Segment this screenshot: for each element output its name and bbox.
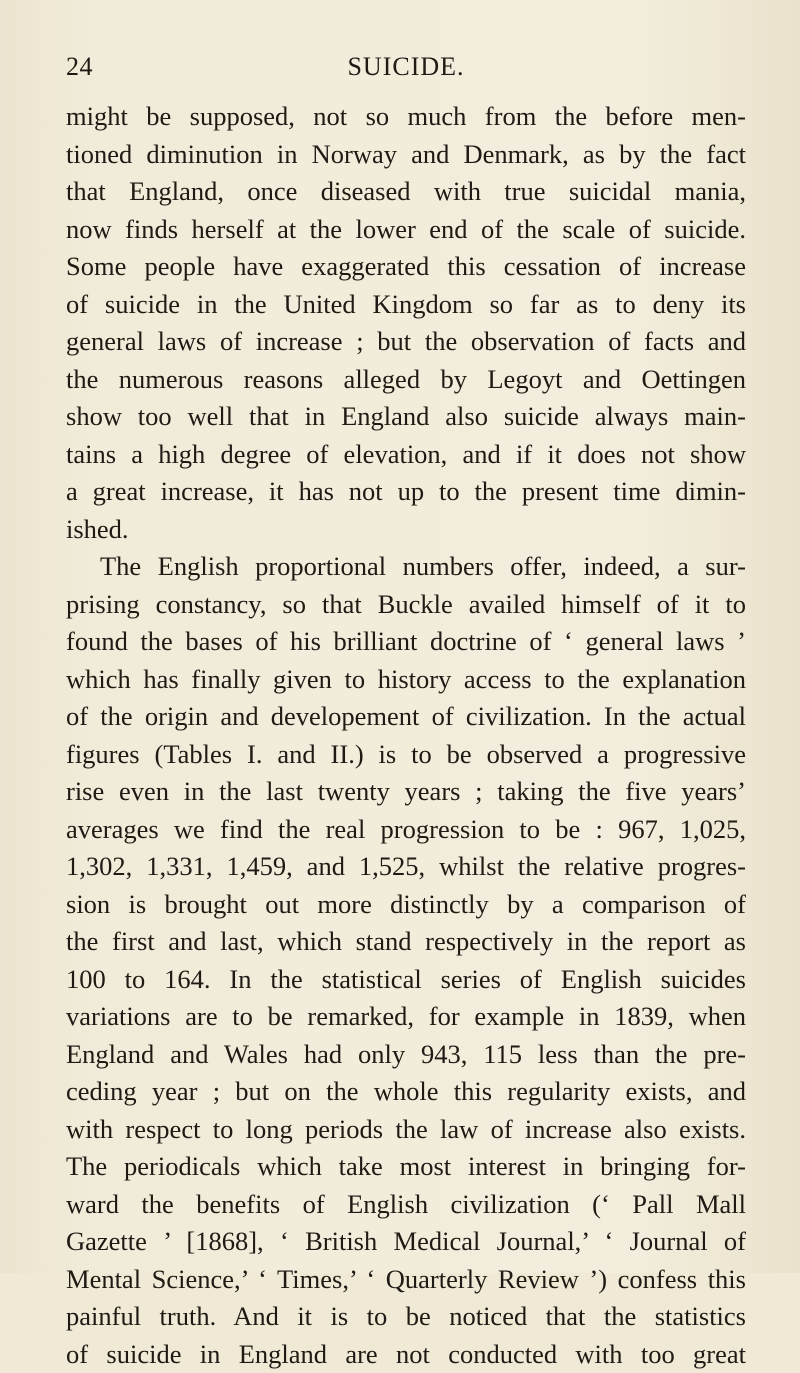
text-line: prising constancy, so that Buckle availed himself of it to <box>66 586 746 624</box>
text-line: the first and last, which stand respectively in the report as <box>66 923 746 961</box>
text-line: variations are to be remarked, for example in 1839, when <box>66 998 746 1036</box>
body-text <box>66 98 746 1373</box>
text-line: painful truth. And it is to be noticed that the statistics <box>66 1298 746 1336</box>
text-line: the numerous reasons alleged by Legoyt and Oettingen <box>66 361 746 399</box>
text-line: that England, once diseased with true suicidal mania, <box>66 173 746 211</box>
text-line: with respect to long periods the law of increase also exists. <box>66 1111 746 1149</box>
paragraph-start-line: The English proportional numbers offer, indeed, a sur- <box>66 548 746 586</box>
text-line: found the bases of his brilliant doctrine of ‘ general laws ’ <box>66 623 746 661</box>
text-line: ished. <box>66 511 746 549</box>
text-line: tioned diminution in Norway and Denmark, as by the fact <box>66 136 746 174</box>
running-title: SUICIDE. <box>66 52 746 82</box>
text-line: averages we find the real progression to be : 967, 1,025, <box>66 811 746 849</box>
text-line: sion is brought out more distinctly by a comparison of <box>66 886 746 924</box>
text-line: ceding year ; but on the whole this regularity exists, and <box>66 1073 746 1111</box>
text-line: ward the benefits of English civilization (‘ Pall Mall <box>66 1186 746 1224</box>
text-line: of suicide in the United Kingdom so far as to deny its <box>66 286 746 324</box>
text-line: tains a high degree of elevation, and if it does not show <box>66 436 746 474</box>
text-line: now finds herself at the lower end of the scale of suicide. <box>66 211 746 249</box>
text-line: which has finally given to history access to the explanation <box>66 661 746 699</box>
text-line: Gazette ’ [1868], ‘ British Medical Journal,’ ‘ Journal of <box>66 1223 746 1261</box>
page-number: 24 <box>66 52 93 82</box>
text-line: 100 to 164. In the statistical series of English suicides <box>66 961 746 999</box>
text-line: general laws of increase ; but the observation of facts and <box>66 323 746 361</box>
text-line: figures (Tables I. and II.) is to be observed a progressive <box>66 736 746 774</box>
text-line: England and Wales had only 943, 115 less than the pre- <box>66 1036 746 1074</box>
text-line: of suicide in England are not conducted with too great <box>66 1336 746 1373</box>
text-line: 1,302, 1,331, 1,459, and 1,525, whilst the relative progres- <box>66 848 746 886</box>
text-line: Some people have exaggerated this cessation of increase <box>66 248 746 286</box>
text-line: rise even in the last twenty years ; taking the five years’ <box>66 773 746 811</box>
text-line: might be supposed, not so much from the before men- <box>66 98 746 136</box>
text-line: a great increase, it has not up to the present time dimin- <box>66 473 746 511</box>
text-line: The periodicals which take most interest in bringing for- <box>66 1148 746 1186</box>
text-line: Mental Science,’ ‘ Times,’ ‘ Quarterly Review ’) confess this <box>66 1261 746 1299</box>
running-head <box>66 52 746 84</box>
text-line: show too well that in England also suicide always main- <box>66 398 746 436</box>
text-line: of the origin and developement of civilization. In the actual <box>66 698 746 736</box>
